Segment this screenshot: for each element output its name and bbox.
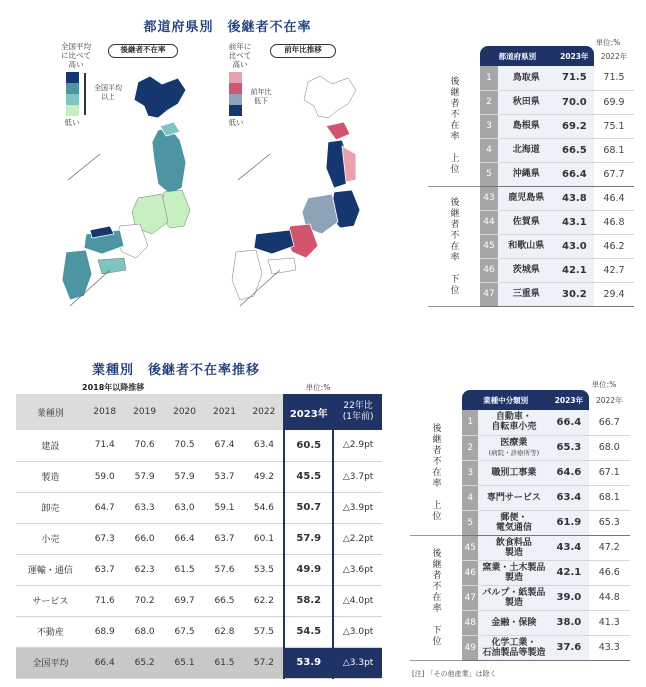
industry-year-value: 62.3 bbox=[125, 554, 165, 585]
pref-top-name bbox=[498, 138, 555, 162]
pref-bottom-cur-value: 42.1 bbox=[555, 258, 594, 282]
right-legend-high-label: 前年に 比べて 高い bbox=[228, 42, 252, 69]
industry-change-value: △3.3pt bbox=[333, 647, 382, 678]
pref-bottom-rank: 46 bbox=[480, 258, 498, 282]
pref-bottom-name-text: 鹿児島県 bbox=[508, 193, 545, 203]
pref-bottom-side-label: 後継者不在率 下位 bbox=[428, 186, 480, 306]
pref-header-prev: 2022年 bbox=[600, 51, 628, 61]
sub-top-rank: 2 bbox=[462, 435, 478, 460]
sub-top-prev-value: 68.1 bbox=[589, 485, 630, 510]
sub-header-cur: 2023年 bbox=[549, 390, 588, 410]
pref-top-name-text: 秋田県 bbox=[512, 97, 540, 107]
pref-top-cur-value: 69.2 bbox=[555, 114, 594, 138]
sub-table-note: [注] 「その他産業」は除く bbox=[412, 670, 497, 678]
sub-bottom-side-label: 後継者不在率 下位 bbox=[410, 535, 462, 660]
sub-top-name-text: 専門サービス bbox=[486, 492, 541, 503]
pref-bottom-name-text: 三重県 bbox=[512, 289, 540, 299]
industry-year-value: 62.2 bbox=[244, 585, 284, 616]
sub-top-side-label: 後継者不在率 上位 bbox=[410, 410, 462, 535]
pref-bottom-cur-value: 43.1 bbox=[555, 210, 594, 234]
industry-category: 製造 bbox=[16, 461, 85, 492]
sub-bottom-name bbox=[478, 585, 549, 610]
industry-average-row bbox=[16, 647, 382, 678]
pref-top-prev-value: 67.7 bbox=[594, 162, 634, 186]
sub-bottom-name bbox=[478, 560, 549, 585]
sub-bottom-rank: 47 bbox=[462, 585, 478, 610]
sub-top-rank: 1 bbox=[462, 410, 478, 435]
industry-change-value: △2.9pt bbox=[333, 430, 382, 461]
pref-top-rank: 5 bbox=[480, 162, 498, 186]
industry-header-0: 業種別 bbox=[16, 394, 85, 430]
pref-bottom-prev-value: 46.8 bbox=[594, 210, 634, 234]
industry-subtitle: 2018年以降推移 bbox=[82, 383, 145, 392]
industry-category: 不動産 bbox=[16, 616, 85, 647]
sub-bottom-cur-value: 42.1 bbox=[549, 560, 588, 585]
industry-year-value: 57.5 bbox=[244, 616, 284, 647]
industry-2023-value: 60.5 bbox=[284, 430, 333, 461]
right-legend-low-label: 低い bbox=[228, 118, 244, 127]
right-legend-mid-label: 前年比 低下 bbox=[250, 88, 272, 105]
sub-top-cur-value: 64.6 bbox=[549, 460, 588, 485]
industry-year-value: 67.5 bbox=[165, 616, 205, 647]
industry-year-value: 63.7 bbox=[205, 523, 245, 554]
pref-bottom-rank: 47 bbox=[480, 282, 498, 306]
industry-year-value: 66.4 bbox=[85, 647, 125, 678]
pref-bottom-name-text: 和歌山県 bbox=[508, 241, 545, 251]
pref-top-rank: 1 bbox=[480, 66, 498, 90]
pref-bottom-prev-value: 42.7 bbox=[594, 258, 634, 282]
right-map-shikoku bbox=[268, 258, 296, 274]
industry-year-value: 59.0 bbox=[85, 461, 125, 492]
industry-year-value: 70.2 bbox=[125, 585, 165, 616]
pref-bottom-prev-value: 29.4 bbox=[594, 282, 634, 306]
industry-year-value: 69.7 bbox=[165, 585, 205, 616]
sub-top-name-text: 医療業 bbox=[500, 437, 528, 448]
industry-year-value: 57.9 bbox=[125, 461, 165, 492]
pref-bottom-row bbox=[428, 186, 634, 210]
left-map-shikoku bbox=[98, 258, 126, 274]
sub-top-cur-value: 63.4 bbox=[549, 485, 588, 510]
pref-top-name-text: 鳥取県 bbox=[512, 72, 540, 83]
industry-header-2: 2019 bbox=[125, 394, 165, 430]
pref-top-cur-value: 71.5 bbox=[555, 66, 594, 90]
industry-year-value: 57.2 bbox=[244, 647, 284, 678]
pref-top-rank: 4 bbox=[480, 138, 498, 162]
right-map-tohoku-north bbox=[326, 122, 350, 140]
industry-year-value: 61.5 bbox=[165, 554, 205, 585]
left-map-hokkaido bbox=[134, 76, 186, 118]
pref-bottom-prev-value: 46.4 bbox=[594, 186, 634, 210]
sub-top-rank: 3 bbox=[462, 460, 478, 485]
sub-top-prev-value: 68.0 bbox=[589, 435, 630, 460]
industry-category: サービス bbox=[16, 585, 85, 616]
pref-bottom-rank: 45 bbox=[480, 234, 498, 258]
industry-year-value: 60.1 bbox=[244, 523, 284, 554]
sub-top-name bbox=[478, 485, 549, 510]
industry-row bbox=[16, 430, 382, 461]
pref-top-prev-value: 75.1 bbox=[594, 114, 634, 138]
industry-category: 全国平均 bbox=[16, 647, 85, 678]
pref-top-name bbox=[498, 114, 555, 138]
sub-bottom-name-text: 金融・保険 bbox=[491, 617, 537, 628]
pref-top-rank: 3 bbox=[480, 114, 498, 138]
pref-bottom-cur-value: 43.8 bbox=[555, 186, 594, 210]
sub-header-prev: 2022年 bbox=[595, 395, 623, 405]
pref-bottom-name bbox=[498, 186, 555, 210]
pref-header-name: 都道府県別 bbox=[480, 46, 555, 66]
industry-change-value: △4.0pt bbox=[333, 585, 382, 616]
pref-top-prev-value: 68.1 bbox=[594, 138, 634, 162]
right-map-chugoku bbox=[254, 230, 294, 254]
industry-row bbox=[16, 554, 382, 585]
sub-top-cur-value: 66.4 bbox=[549, 410, 588, 435]
industry-change-value: △3.7pt bbox=[333, 461, 382, 492]
industry-year-value: 63.4 bbox=[244, 430, 284, 461]
sub-header-name: 業種中分類別 bbox=[462, 390, 549, 410]
industry-2023-value: 53.9 bbox=[284, 647, 333, 678]
pref-top-name-text: 島根県 bbox=[512, 121, 540, 131]
left-legend-high-label: 全国平均 に比べて 高い bbox=[61, 42, 91, 69]
industry-year-value: 63.0 bbox=[165, 492, 205, 523]
sub-industry-ranking-table bbox=[410, 390, 630, 661]
sub-top-name-text: 職別工事業 bbox=[491, 467, 537, 478]
industry-row bbox=[16, 616, 382, 647]
pref-bottom-name bbox=[498, 282, 555, 306]
industry-year-value: 66.4 bbox=[165, 523, 205, 554]
pref-table-unit: 単位:% bbox=[595, 38, 621, 47]
pref-bottom-name-text: 茨城県 bbox=[512, 265, 540, 275]
industry-year-value: 67.4 bbox=[205, 430, 245, 461]
industry-year-value: 63.3 bbox=[125, 492, 165, 523]
industry-category: 小売 bbox=[16, 523, 85, 554]
pref-bottom-name bbox=[498, 234, 555, 258]
sub-bottom-rank: 48 bbox=[462, 610, 478, 635]
sub-bottom-rank: 46 bbox=[462, 560, 478, 585]
left-legend-low-label: 低い bbox=[64, 118, 80, 127]
sub-bottom-name bbox=[478, 535, 549, 560]
map-section-title: 都道府県別 後継者不在率 bbox=[143, 20, 312, 35]
right-japan-map bbox=[232, 76, 360, 306]
industry-row bbox=[16, 461, 382, 492]
industry-2023-value: 45.5 bbox=[284, 461, 333, 492]
sub-top-name bbox=[478, 435, 549, 460]
industry-category: 卸売 bbox=[16, 492, 85, 523]
sub-bottom-prev-value: 47.2 bbox=[589, 535, 630, 560]
industry-change-value: △2.2pt bbox=[333, 523, 382, 554]
industry-year-value: 71.4 bbox=[85, 430, 125, 461]
industry-header-5: 2022 bbox=[244, 394, 284, 430]
industry-year-value: 70.6 bbox=[125, 430, 165, 461]
pref-bottom-name bbox=[498, 258, 555, 282]
pref-top-name-text: 沖縄県 bbox=[512, 169, 540, 179]
sub-bottom-name bbox=[478, 635, 549, 660]
sub-bottom-cur-value: 43.4 bbox=[549, 535, 588, 560]
pref-bottom-rows bbox=[428, 186, 634, 306]
industry-year-value: 67.3 bbox=[85, 523, 125, 554]
pref-top-row bbox=[428, 66, 634, 90]
industry-year-value: 53.7 bbox=[205, 461, 245, 492]
industry-year-value: 63.7 bbox=[85, 554, 125, 585]
industry-year-value: 71.6 bbox=[85, 585, 125, 616]
pref-top-name bbox=[498, 162, 555, 186]
sub-top-cur-value: 61.9 bbox=[549, 510, 588, 535]
industry-change-value: △3.6pt bbox=[333, 554, 382, 585]
industry-year-value: 65.1 bbox=[165, 647, 205, 678]
sub-bottom-prev-value: 46.6 bbox=[589, 560, 630, 585]
right-map-kyushu bbox=[232, 250, 262, 300]
industry-header-7: 22年比 (1年前) bbox=[333, 394, 382, 430]
industry-year-value: 64.7 bbox=[85, 492, 125, 523]
industry-year-value: 59.1 bbox=[205, 492, 245, 523]
sub-top-rank: 4 bbox=[462, 485, 478, 510]
industry-2023-value: 58.2 bbox=[284, 585, 333, 616]
pref-header-cur: 2023年 bbox=[555, 46, 594, 66]
pref-top-cur-value: 70.0 bbox=[555, 90, 594, 114]
right-map-tag: 前年比推移 bbox=[270, 44, 336, 58]
pref-top-prev-value: 71.5 bbox=[594, 66, 634, 90]
pref-bottom-name bbox=[498, 210, 555, 234]
sub-top-name-text: 郵便・ 電気通信 bbox=[495, 512, 532, 533]
sub-top-rank: 5 bbox=[462, 510, 478, 535]
sub-top-name-note: (病院・診療所等) bbox=[488, 448, 540, 457]
pref-top-name bbox=[498, 66, 555, 90]
industry-row bbox=[16, 523, 382, 554]
pref-top-name bbox=[498, 90, 555, 114]
sub-bottom-name-text: 窯業・土木製品 製造 bbox=[482, 562, 546, 583]
left-legend-mid-label: 全国平均 以上 bbox=[94, 84, 122, 101]
industry-header-3: 2020 bbox=[165, 394, 205, 430]
sub-top-prev-value: 66.7 bbox=[589, 410, 630, 435]
sub-table-unit: 単位:% bbox=[591, 380, 617, 389]
industry-year-value: 65.2 bbox=[125, 647, 165, 678]
sub-bottom-prev-value: 44.8 bbox=[589, 585, 630, 610]
industry-year-value: 57.6 bbox=[205, 554, 245, 585]
sub-top-prev-value: 65.3 bbox=[589, 510, 630, 535]
industry-section-title: 業種別 後継者不在率推移 bbox=[91, 363, 260, 378]
sub-top-name-text: 自動車・ 自転車小売 bbox=[491, 412, 537, 433]
industry-year-value: 66.5 bbox=[205, 585, 245, 616]
sub-bottom-name bbox=[478, 610, 549, 635]
sub-bottom-name-text: 飲食料品 製造 bbox=[495, 537, 532, 558]
right-map-hokkaido bbox=[304, 76, 356, 118]
pref-bottom-name-text: 佐賀県 bbox=[512, 217, 540, 227]
industry-year-value: 66.0 bbox=[125, 523, 165, 554]
pref-top-rank: 2 bbox=[480, 90, 498, 114]
sub-bottom-cur-value: 37.6 bbox=[549, 635, 588, 660]
industry-row bbox=[16, 492, 382, 523]
sub-bottom-cur-value: 39.0 bbox=[549, 585, 588, 610]
pref-bottom-cur-value: 30.2 bbox=[555, 282, 594, 306]
industry-year-value: 53.5 bbox=[244, 554, 284, 585]
left-japan-map bbox=[62, 76, 190, 306]
industry-table bbox=[16, 394, 382, 679]
industry-change-value: △3.0pt bbox=[333, 616, 382, 647]
pref-top-cur-value: 66.5 bbox=[555, 138, 594, 162]
sub-top-cur-value: 65.3 bbox=[549, 435, 588, 460]
industry-header-6: 2023年 bbox=[284, 394, 333, 430]
sub-top-row bbox=[410, 410, 630, 435]
japan-maps bbox=[40, 70, 400, 330]
industry-row bbox=[16, 585, 382, 616]
industry-category: 運輸・通信 bbox=[16, 554, 85, 585]
left-map-kyushu bbox=[62, 250, 92, 300]
pref-bottom-rank: 44 bbox=[480, 210, 498, 234]
pref-top-name-text: 北海道 bbox=[512, 145, 540, 155]
pref-top-rows bbox=[428, 66, 634, 186]
sub-bottom-prev-value: 43.3 bbox=[589, 635, 630, 660]
industry-header-1: 2018 bbox=[85, 394, 125, 430]
industry-2023-value: 50.7 bbox=[284, 492, 333, 523]
industry-2023-value: 57.9 bbox=[284, 523, 333, 554]
industry-year-value: 54.6 bbox=[244, 492, 284, 523]
sub-bottom-name-text: 化学工業・ 石油製品等製造 bbox=[482, 637, 546, 658]
sub-top-name bbox=[478, 410, 549, 435]
industry-year-value: 57.9 bbox=[165, 461, 205, 492]
pref-top-cur-value: 66.4 bbox=[555, 162, 594, 186]
sub-bottom-name-text: パルプ・紙製品 製造 bbox=[482, 587, 546, 608]
left-map-tohoku bbox=[152, 128, 186, 194]
pref-top-prev-value: 69.9 bbox=[594, 90, 634, 114]
industry-2023-value: 49.9 bbox=[284, 554, 333, 585]
industry-year-value: 68.0 bbox=[125, 616, 165, 647]
pref-top-side-label: 後継者不在率 上位 bbox=[428, 66, 480, 186]
left-map-tag: 後継者不在率 bbox=[108, 44, 178, 58]
industry-year-value: 61.5 bbox=[205, 647, 245, 678]
industry-year-value: 70.5 bbox=[165, 430, 205, 461]
sub-bottom-rank: 49 bbox=[462, 635, 478, 660]
industry-year-value: 62.8 bbox=[205, 616, 245, 647]
sub-top-name bbox=[478, 510, 549, 535]
industry-2023-value: 54.5 bbox=[284, 616, 333, 647]
sub-bottom-row bbox=[410, 535, 630, 560]
industry-table-unit: 単位:% bbox=[305, 383, 331, 392]
industry-header-4: 2021 bbox=[205, 394, 245, 430]
sub-bottom-rank: 45 bbox=[462, 535, 478, 560]
industry-year-value: 68.9 bbox=[85, 616, 125, 647]
industry-category: 建設 bbox=[16, 430, 85, 461]
industry-change-value: △3.9pt bbox=[333, 492, 382, 523]
pref-ranking-table bbox=[428, 46, 634, 307]
pref-bottom-prev-value: 46.2 bbox=[594, 234, 634, 258]
pref-bottom-cur-value: 43.0 bbox=[555, 234, 594, 258]
industry-year-value: 49.2 bbox=[244, 461, 284, 492]
sub-top-name bbox=[478, 460, 549, 485]
pref-bottom-rank: 43 bbox=[480, 186, 498, 210]
sub-bottom-cur-value: 38.0 bbox=[549, 610, 588, 635]
sub-top-prev-value: 67.1 bbox=[589, 460, 630, 485]
sub-bottom-prev-value: 41.3 bbox=[589, 610, 630, 635]
